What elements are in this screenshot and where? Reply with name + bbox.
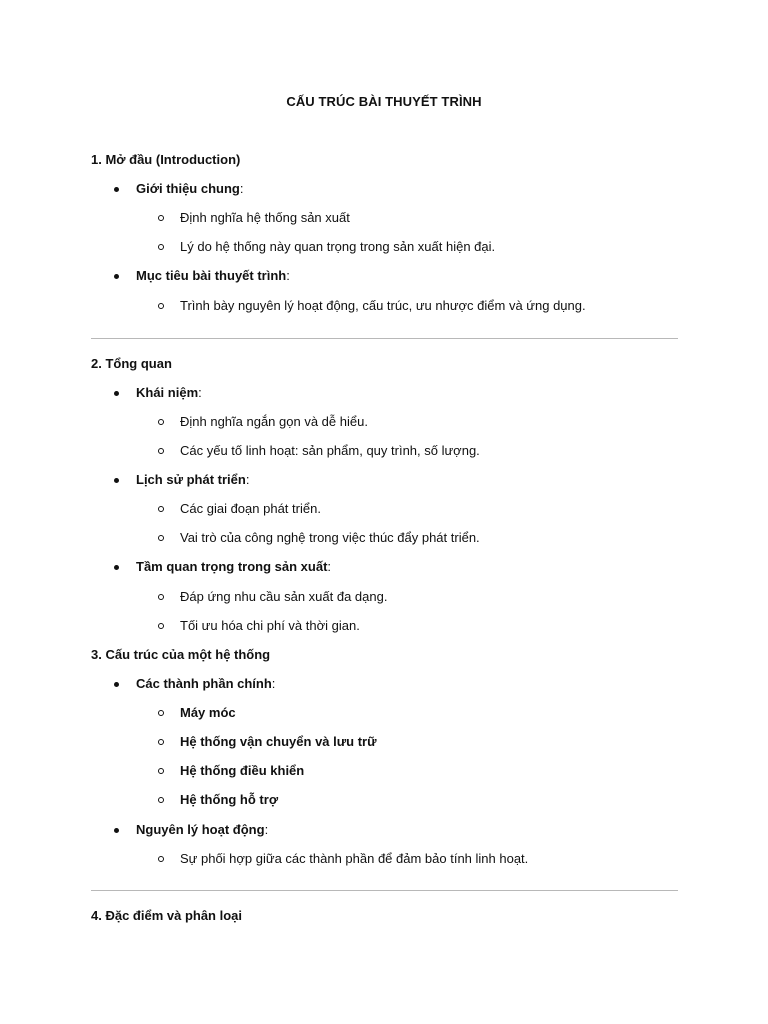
sub-item: [180, 530, 480, 546]
hollow-bullet-icon: [158, 710, 164, 716]
sub-item-text: Trình bày nguyên lý hoạt động, cấu trúc, ưu nhược điểm và ứng dụng.: [180, 298, 586, 313]
hollow-bullet-icon: [158, 419, 164, 425]
section-heading: 1. Mở đầu (Introduction): [91, 152, 241, 167]
bullet-item: [136, 472, 249, 488]
hollow-bullet-icon: [158, 215, 164, 221]
section-divider: [91, 890, 678, 891]
hollow-bullet-icon: [158, 739, 164, 745]
bullet-suffix: :: [327, 559, 332, 574]
sub-item-text: Lý do hệ thống này quan trọng trong sản xuất hiện đại.: [180, 239, 496, 254]
bullet-item: [136, 559, 331, 575]
bullet-suffix: :: [264, 822, 269, 837]
sub-item-text: Hệ thống vận chuyển và lưu trữ: [180, 734, 377, 749]
hollow-bullet-icon: [158, 797, 164, 803]
section-heading: 4. Đặc điểm và phân loại: [91, 908, 242, 923]
bullet-dot-icon: [114, 828, 119, 833]
bullet-suffix: :: [286, 268, 290, 283]
sub-item-text: Các yếu tố linh hoạt: sản phẩm, quy trình, số lượng.: [180, 443, 480, 458]
bullet-dot-icon: [114, 187, 119, 192]
bullet-suffix: :: [198, 385, 202, 400]
sub-item-text: Định nghĩa ngắn gọn và dễ hiểu.: [180, 414, 368, 429]
sub-item: [180, 763, 304, 779]
sub-item-text: Các giai đoạn phát triển.: [180, 501, 321, 516]
hollow-bullet-icon: [158, 303, 164, 309]
bullet-item: [136, 822, 268, 838]
bullet-suffix: :: [271, 676, 276, 691]
sub-item: [180, 734, 377, 750]
section-heading: 2. Tổng quan: [91, 356, 172, 371]
hollow-bullet-icon: [158, 506, 164, 512]
sub-item-text: Hệ thống điều khiển: [180, 763, 305, 778]
bullet-suffix: :: [239, 181, 244, 196]
hollow-bullet-icon: [158, 244, 164, 250]
sub-item: [180, 851, 528, 867]
bullet-label: Mục tiêu bài thuyết trình: [136, 268, 287, 283]
hollow-bullet-icon: [158, 856, 164, 862]
sub-item-text: Định nghĩa hệ thống sản xuất: [180, 210, 350, 225]
sub-item: [180, 239, 495, 255]
hollow-bullet-icon: [158, 448, 164, 454]
bullet-label: Lịch sử phát triển: [136, 472, 246, 487]
sub-item: [180, 210, 350, 226]
sub-item: [180, 589, 387, 605]
hollow-bullet-icon: [158, 594, 164, 600]
bullet-dot-icon: [114, 478, 119, 483]
sub-item-text: Máy móc: [180, 705, 236, 720]
sub-item: [180, 443, 480, 459]
sub-item-text: Đáp ứng nhu cầu sản xuất đa dạng.: [180, 589, 388, 604]
bullet-item: [136, 676, 275, 692]
bullet-item: [136, 181, 243, 197]
section-divider: [91, 338, 678, 339]
bullet-item: [136, 268, 290, 284]
bullet-label: Giới thiệu chung: [136, 181, 240, 196]
hollow-bullet-icon: [158, 768, 164, 774]
bullet-dot-icon: [114, 274, 119, 279]
bullet-label: Các thành phần chính: [136, 676, 272, 691]
hollow-bullet-icon: [158, 623, 164, 629]
sub-item-text: Vai trò của công nghệ trong việc thúc đẩy phát triển.: [180, 530, 480, 545]
sub-item-text: Hệ thống hỗ trợ: [180, 792, 279, 807]
sub-item: [180, 792, 278, 808]
bullet-dot-icon: [114, 565, 119, 570]
sub-item: [180, 414, 368, 430]
bullet-dot-icon: [114, 682, 119, 687]
bullet-item: [136, 385, 202, 401]
hollow-bullet-icon: [158, 535, 164, 541]
sub-item: [180, 705, 236, 721]
sub-item: [180, 298, 586, 314]
bullet-suffix: :: [245, 472, 250, 487]
bullet-dot-icon: [114, 391, 119, 396]
sub-item: [180, 501, 321, 517]
document-title: CẤU TRÚC BÀI THUYẾT TRÌNH: [286, 94, 482, 109]
bullet-label: Khái niệm: [136, 385, 199, 400]
sub-item: [180, 618, 360, 634]
sub-item-text: Sự phối hợp giữa các thành phần để đảm bảo tính linh hoạt.: [180, 851, 529, 866]
sub-item-text: Tối ưu hóa chi phí và thời gian.: [180, 618, 360, 633]
bullet-label: Tầm quan trọng trong sản xuất: [136, 559, 328, 574]
bullet-label: Nguyên lý hoạt động: [136, 822, 265, 837]
section-heading: 3. Cấu trúc của một hệ thống: [91, 647, 271, 662]
